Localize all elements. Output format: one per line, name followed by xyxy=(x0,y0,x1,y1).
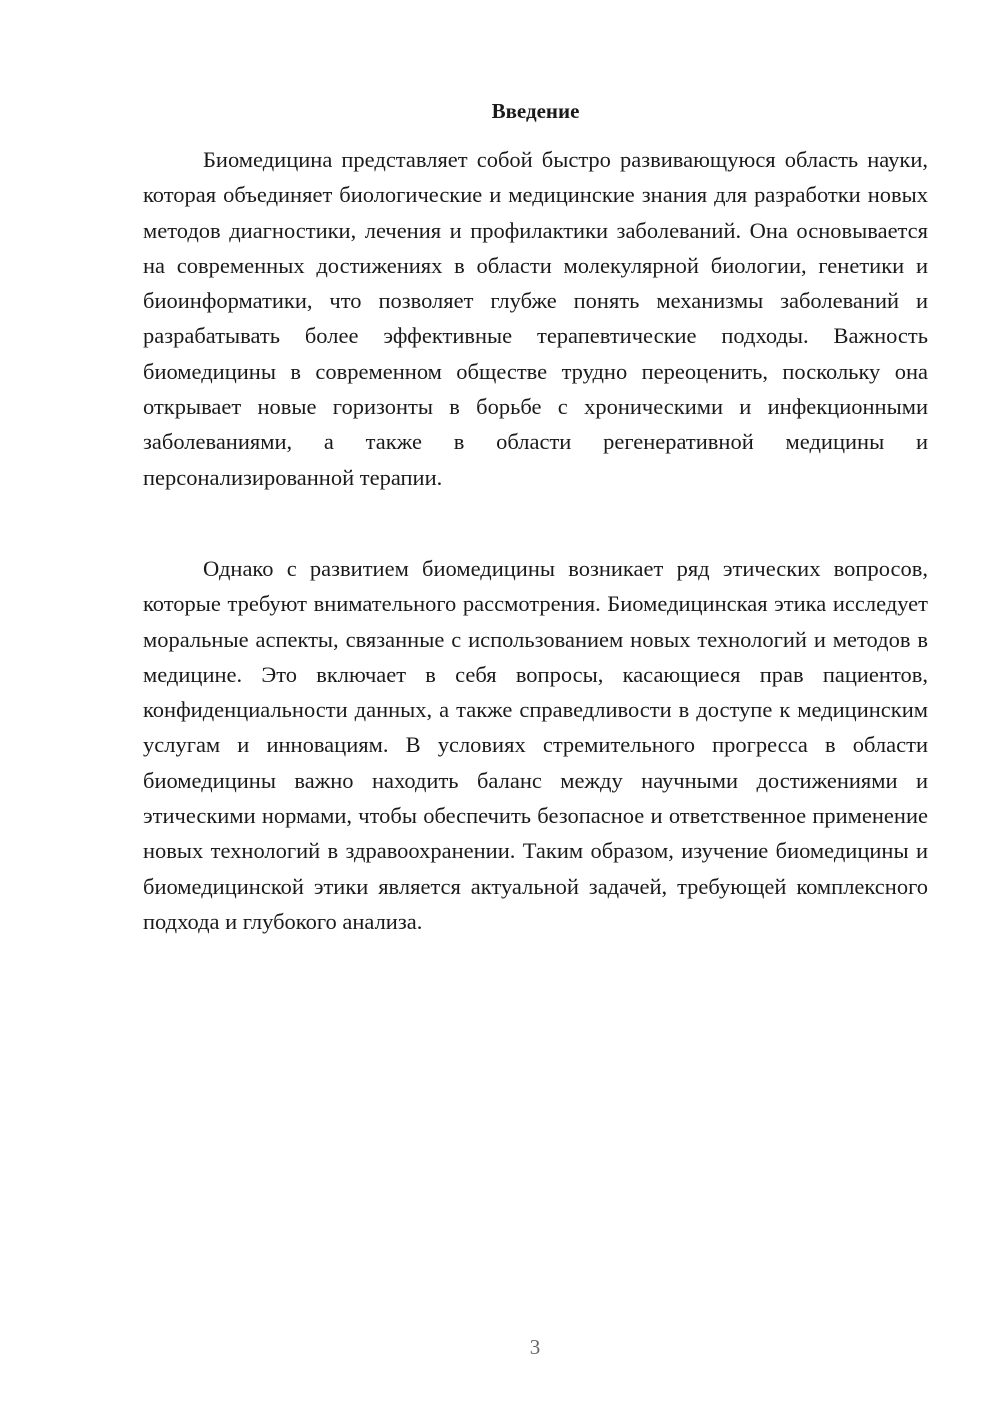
section-heading: Введение xyxy=(491,99,580,123)
page-number: 3 xyxy=(529,1335,541,1359)
paragraph-2: Однако с развитием биомедицины возникает ряд этических вопросов, которые требуют внимательного рассмотрения. Биомедицинская этика исследует моральные аспекты, связанные с использованием новых технологий и методов в медицине. Это включает в себя вопросы, касающиеся прав пациентов, конфиденциальности данных, а также справедливости в доступе к медицинским услугам и инновациям. В условиях стремительного прогресса в области биомедицины важно находить баланс между научными достижениями и этическими нормами, чтобы обеспечить безопасное и ответственное применение новых технологий в здравоохранении. Таким образом, изучение биомедицины и биомедицинской этики является актуальной задачей, требующей комплексного подхода и глубокого анализа. xyxy=(143,556,928,934)
paragraph-1: Биомедицина представляет собой быстро развивающуюся область науки, которая объединяет биологические и медицинские знания для разработки новых методов диагностики, лечения и профилактики заболеваний. Она основывается на современных достижениях в области молекулярной биологии, генетики и биоинформатики, что позволяет глубже понять механизмы заболеваний и разрабатывать более эффективные терапевтические подходы. Важность биомедицины в современном обществе трудно переоценить, поскольку она открывает новые горизонты в борьбе с хроническими и инфекционными заболеваниями, а также в области регенеративной медицины и персонализированной терапии. xyxy=(143,147,928,490)
